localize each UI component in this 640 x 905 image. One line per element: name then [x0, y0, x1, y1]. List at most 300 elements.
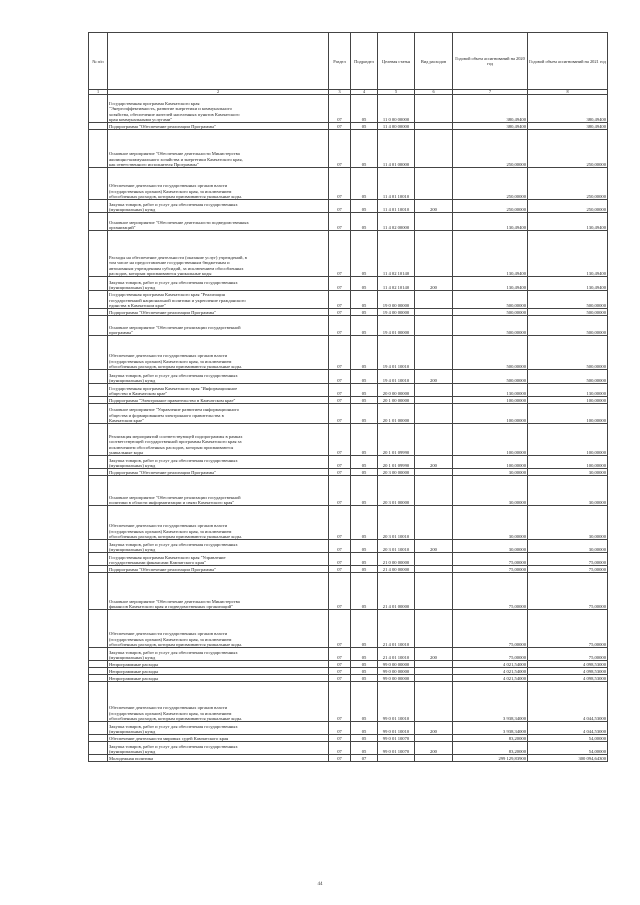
table-row — [89, 456, 608, 469]
row-volume-2021-cell: 130,49400 — [528, 277, 608, 291]
row-target-article-cell: 21 4 01 00000 — [378, 573, 415, 610]
row-expense-type-cell: 200 — [415, 742, 453, 755]
row-volume-2021-cell: 100,00000 — [528, 456, 608, 469]
row-razdel-cell: 07 — [329, 722, 351, 735]
row-target-article-cell: 20 3 00 00000 — [378, 469, 415, 476]
row-volume-2020-cell: 500,00000 — [453, 309, 528, 316]
row-number-cell — [89, 336, 108, 370]
row-podrazdel-cell: 05 — [351, 200, 378, 213]
row-volume-2021-cell: 75,00000 — [528, 553, 608, 566]
row-number-cell — [89, 95, 108, 123]
table-row — [89, 675, 608, 682]
row-number-cell — [89, 661, 108, 668]
row-target-article-cell: 20 1 01 09990 — [378, 456, 415, 469]
row-target-article-cell: 21 4 01 10010 — [378, 648, 415, 661]
row-target-article-cell: 99 0 01 10070 — [378, 735, 415, 742]
row-volume-2021-cell: 250,00000 — [528, 168, 608, 200]
row-number-cell — [89, 566, 108, 573]
row-razdel-cell: 07 — [329, 661, 351, 668]
row-number-cell — [89, 130, 108, 168]
row-volume-2020-cell: 3 938,34000 — [453, 722, 528, 735]
row-expense-type-cell — [415, 553, 453, 566]
row-volume-2020-cell: 130,49400 — [453, 213, 528, 231]
row-target-article-cell: 11 4 01 10010 — [378, 168, 415, 200]
table-row — [89, 424, 608, 456]
row-podrazdel-cell: 05 — [351, 424, 378, 456]
row-name-cell: Подпрограмма "Обеспечение реализации Программы" — [108, 469, 329, 476]
table-header-row — [89, 33, 608, 90]
row-target-article-cell: 19 4 00 00000 — [378, 309, 415, 316]
row-number-cell — [89, 742, 108, 755]
row-volume-2021-cell: 54,00000 — [528, 735, 608, 742]
row-number-cell — [89, 668, 108, 675]
row-volume-2020-cell: 380,49400 — [453, 95, 528, 123]
row-target-article-cell: 11 4 01 00000 — [378, 130, 415, 168]
row-target-article-cell: 99 0 01 10070 — [378, 742, 415, 755]
row-target-article-cell: 99 0 00 00000 — [378, 675, 415, 682]
row-volume-2021-cell: 250,00000 — [528, 200, 608, 213]
table-row — [89, 168, 608, 200]
row-expense-type-cell — [415, 309, 453, 316]
row-name-cell: Основное мероприятие "Обеспечение деятельности Министерства жилищно-коммунального хозяйства и энергетики Камчатского края, как ответственного исполнителя Программы" — [108, 130, 329, 168]
row-razdel-cell: 07 — [329, 291, 351, 309]
row-volume-2021-cell: 100,00000 — [528, 404, 608, 424]
row-podrazdel-cell: 05 — [351, 648, 378, 661]
header-number: № п/п — [89, 33, 108, 90]
header-volume-2020: Годовой объем ассигнований на 2020 год — [453, 33, 528, 90]
row-target-article-cell: 20 1 00 00000 — [378, 397, 415, 404]
row-volume-2021-cell: 100,00000 — [528, 424, 608, 456]
row-number-cell — [89, 573, 108, 610]
row-razdel-cell: 07 — [329, 566, 351, 573]
row-razdel-cell: 07 — [329, 384, 351, 397]
row-razdel-cell: 07 — [329, 213, 351, 231]
table-row — [89, 661, 608, 668]
row-razdel-cell: 07 — [329, 123, 351, 130]
header-target-article: Целевая статья — [378, 33, 415, 90]
row-podrazdel-cell: 05 — [351, 456, 378, 469]
row-razdel-cell: 07 — [329, 668, 351, 675]
row-volume-2020-cell: 130,49400 — [453, 231, 528, 277]
table-row — [89, 213, 608, 231]
row-volume-2020-cell: 3 938,34000 — [453, 682, 528, 722]
row-podrazdel-cell: 05 — [351, 95, 378, 123]
row-podrazdel-cell: 05 — [351, 397, 378, 404]
row-target-article-cell: 11 4 02 10140 — [378, 231, 415, 277]
row-name-cell: Обеспечение деятельности государственных органов власти (государственных органов) Камчатского края, за исключением обособленных расходов, которым присваиваются уникальные коды. — [108, 610, 329, 648]
row-name-cell: Непрограммные расходы — [108, 675, 329, 682]
table-row — [89, 540, 608, 553]
row-name-cell: Молодежная политика — [108, 755, 329, 762]
row-expense-type-cell — [415, 735, 453, 742]
table-row — [89, 566, 608, 573]
table-row — [89, 384, 608, 397]
row-podrazdel-cell: 05 — [351, 573, 378, 610]
row-target-article-cell: 11 4 02 10140 — [378, 277, 415, 291]
row-name-cell: Закупка товаров, работ и услуг для обеспечения государственных (муниципальных) нужд — [108, 200, 329, 213]
row-razdel-cell: 07 — [329, 309, 351, 316]
row-name-cell: Подпрограмма "Обеспечение реализации Программы" — [108, 566, 329, 573]
row-volume-2020-cell: 250,00000 — [453, 130, 528, 168]
row-number-cell — [89, 291, 108, 309]
row-target-article-cell: 19 4 01 10010 — [378, 370, 415, 384]
row-name-cell: Обеспечение деятельности государственных органов власти (государственных органов) Камчатского края, за исключением обособленных расходов, которым присваиваются уникальные коды. — [108, 682, 329, 722]
row-volume-2020-cell: 250,00000 — [453, 200, 528, 213]
header-podrazdel: Подраздел — [351, 33, 378, 90]
row-name-cell: Обеспечение деятельности государственных органов власти (государственных органов) Камчатского края, за исключением обособленных расходов, которым присваиваются уникальные коды. — [108, 336, 329, 370]
row-target-article-cell: 11 4 02 00000 — [378, 213, 415, 231]
row-volume-2021-cell: 380,49400 — [528, 123, 608, 130]
row-name-cell: Государственная программа Камчатского края "Энергоэффективность, развитие энергетики и коммунального хозяйства, обеспечение жителей населенных пунктов Камчатского края коммунальными услугами" — [108, 95, 329, 123]
row-number-cell — [89, 735, 108, 742]
row-name-cell: Государственная программа Камчатского края "Информационное общество в Камчатском крае" — [108, 384, 329, 397]
row-name-cell: Закупка товаров, работ и услуг для обеспечения государственных (муниципальных) нужд — [108, 648, 329, 661]
row-expense-type-cell — [415, 668, 453, 675]
row-volume-2020-cell: 75,00000 — [453, 610, 528, 648]
column-number: 6 — [415, 90, 453, 95]
table-row — [89, 742, 608, 755]
row-razdel-cell: 07 — [329, 316, 351, 336]
table-body — [89, 95, 608, 762]
row-volume-2021-cell: 75,00000 — [528, 648, 608, 661]
row-number-cell — [89, 553, 108, 566]
row-expense-type-cell — [415, 168, 453, 200]
row-razdel-cell: 07 — [329, 648, 351, 661]
row-podrazdel-cell: 05 — [351, 553, 378, 566]
row-number-cell — [89, 309, 108, 316]
row-podrazdel-cell: 05 — [351, 370, 378, 384]
row-number-cell — [89, 755, 108, 762]
row-target-article-cell: 21 4 00 00000 — [378, 566, 415, 573]
table-row — [89, 553, 608, 566]
row-number-cell — [89, 675, 108, 682]
row-podrazdel-cell: 05 — [351, 231, 378, 277]
row-number-cell — [89, 397, 108, 404]
row-razdel-cell: 07 — [329, 231, 351, 277]
row-expense-type-cell — [415, 610, 453, 648]
row-name-cell: Государственная программа Камчатского края "Управление государственными финансами Камчатского края" — [108, 553, 329, 566]
row-number-cell — [89, 277, 108, 291]
row-name-cell: Обеспечение деятельности мировых судей Камчатского края — [108, 735, 329, 742]
row-expense-type-cell — [415, 675, 453, 682]
row-name-cell: Обеспечение деятельности государственных органов власти (государственных органов) Камчатского края, за исключением обособленных расходов, которым присваиваются уникальные коды. — [108, 168, 329, 200]
header-expense-type: Вид расходов — [415, 33, 453, 90]
row-volume-2020-cell: 250,00000 — [453, 168, 528, 200]
row-expense-type-cell — [415, 404, 453, 424]
row-expense-type-cell — [415, 336, 453, 370]
row-volume-2021-cell: 130,00000 — [528, 384, 608, 397]
table-row — [89, 469, 608, 476]
table-row — [89, 200, 608, 213]
table-row — [89, 722, 608, 735]
row-number-cell — [89, 231, 108, 277]
table-row — [89, 735, 608, 742]
row-volume-2021-cell: 75,00000 — [528, 610, 608, 648]
row-razdel-cell: 07 — [329, 469, 351, 476]
row-number-cell — [89, 506, 108, 540]
row-number-cell — [89, 476, 108, 506]
row-volume-2020-cell: 30,00000 — [453, 469, 528, 476]
row-volume-2021-cell: 30,00000 — [528, 476, 608, 506]
header-name — [108, 33, 329, 90]
row-number-cell — [89, 469, 108, 476]
row-volume-2020-cell: 83,20000 — [453, 742, 528, 755]
row-volume-2020-cell: 100,00000 — [453, 404, 528, 424]
row-razdel-cell: 07 — [329, 424, 351, 456]
row-volume-2021-cell: 130,49400 — [528, 231, 608, 277]
row-number-cell — [89, 648, 108, 661]
row-target-article-cell: 99 0 01 10010 — [378, 682, 415, 722]
row-expense-type-cell: 200 — [415, 722, 453, 735]
row-volume-2021-cell: 30,00000 — [528, 469, 608, 476]
row-podrazdel-cell: 05 — [351, 469, 378, 476]
row-volume-2021-cell: 380,49400 — [528, 95, 608, 123]
row-podrazdel-cell: 05 — [351, 506, 378, 540]
table-row — [89, 610, 608, 648]
row-expense-type-cell — [415, 476, 453, 506]
row-name-cell: Основное мероприятие "Обеспечение деятельности Министерства финансов Камчатского края и подведомственных организаций" — [108, 573, 329, 610]
row-name-cell: Государственная программа Камчатского края "Реализация государственной национальной политики и укрепление гражданского единства в Камчатском крае" — [108, 291, 329, 309]
row-target-article-cell: 20 0 00 00000 — [378, 384, 415, 397]
row-razdel-cell: 07 — [329, 456, 351, 469]
row-volume-2021-cell: 250,00000 — [528, 130, 608, 168]
row-name-cell: Подпрограмма "Электронное правительство в Камчатском крае" — [108, 397, 329, 404]
row-number-cell — [89, 316, 108, 336]
row-volume-2020-cell: 299 129,83900 — [453, 755, 528, 762]
row-podrazdel-cell: 05 — [351, 291, 378, 309]
header-volume-2021: Годовой объем ассигнований на 2021 год — [528, 33, 608, 90]
row-podrazdel-cell: 05 — [351, 130, 378, 168]
row-number-cell — [89, 213, 108, 231]
row-target-article-cell: 19 0 00 00000 — [378, 291, 415, 309]
row-volume-2021-cell: 500,00000 — [528, 316, 608, 336]
table-row — [89, 231, 608, 277]
row-volume-2020-cell: 500,00000 — [453, 370, 528, 384]
row-volume-2020-cell: 4 021,54000 — [453, 661, 528, 668]
row-razdel-cell: 07 — [329, 336, 351, 370]
row-volume-2020-cell: 75,00000 — [453, 553, 528, 566]
row-expense-type-cell — [415, 397, 453, 404]
row-expense-type-cell — [415, 291, 453, 309]
row-podrazdel-cell: 05 — [351, 213, 378, 231]
row-name-cell: Подпрограмма "Обеспечение реализации Программы" — [108, 123, 329, 130]
row-name-cell: Основное мероприятие "Обеспечение реализации государственной программы" — [108, 316, 329, 336]
row-expense-type-cell — [415, 213, 453, 231]
row-volume-2020-cell: 100,00000 — [453, 424, 528, 456]
row-name-cell: Закупка товаров, работ и услуг для обеспечения государственных (муниципальных) нужд — [108, 722, 329, 735]
row-expense-type-cell — [415, 384, 453, 397]
row-expense-type-cell — [415, 130, 453, 168]
row-expense-type-cell — [415, 469, 453, 476]
row-target-article-cell: 99 0 00 00000 — [378, 668, 415, 675]
row-expense-type-cell — [415, 231, 453, 277]
row-razdel-cell: 07 — [329, 540, 351, 553]
row-volume-2021-cell: 500,00000 — [528, 291, 608, 309]
row-target-article-cell: 20 1 01 00000 — [378, 404, 415, 424]
row-target-article-cell: 11 0 00 00000 — [378, 95, 415, 123]
row-number-cell — [89, 722, 108, 735]
row-expense-type-cell — [415, 506, 453, 540]
row-number-cell — [89, 456, 108, 469]
table-row — [89, 573, 608, 610]
row-razdel-cell: 07 — [329, 682, 351, 722]
row-volume-2020-cell: 75,00000 — [453, 566, 528, 573]
row-podrazdel-cell: 05 — [351, 722, 378, 735]
row-podrazdel-cell: 05 — [351, 675, 378, 682]
column-number: 5 — [378, 90, 415, 95]
row-number-cell — [89, 384, 108, 397]
row-podrazdel-cell: 05 — [351, 668, 378, 675]
row-target-article-cell: 20 3 01 00000 — [378, 476, 415, 506]
row-name-cell: Непрограммные расходы — [108, 668, 329, 675]
row-number-cell — [89, 424, 108, 456]
row-expense-type-cell — [415, 424, 453, 456]
table-row — [89, 397, 608, 404]
row-volume-2021-cell: 500,00000 — [528, 309, 608, 316]
table-row — [89, 336, 608, 370]
row-name-cell: Основное мероприятие "Обеспечение деятельности подведомственных организаций" — [108, 213, 329, 231]
row-podrazdel-cell: 05 — [351, 336, 378, 370]
row-volume-2021-cell: 4 098,53000 — [528, 675, 608, 682]
row-number-cell — [89, 682, 108, 722]
row-podrazdel-cell: 05 — [351, 168, 378, 200]
row-target-article-cell: 11 4 01 10010 — [378, 200, 415, 213]
row-target-article-cell: 20 3 01 10010 — [378, 506, 415, 540]
row-expense-type-cell: 200 — [415, 277, 453, 291]
table-row — [89, 648, 608, 661]
row-expense-type-cell: 200 — [415, 200, 453, 213]
row-volume-2021-cell: 500,00000 — [528, 336, 608, 370]
row-number-cell — [89, 370, 108, 384]
row-name-cell: Закупка товаров, работ и услуг для обеспечения государственных (муниципальных) нужд — [108, 456, 329, 469]
row-target-article-cell: 19 4 01 00000 — [378, 316, 415, 336]
table-row — [89, 291, 608, 309]
row-expense-type-cell — [415, 566, 453, 573]
row-podrazdel-cell: 05 — [351, 661, 378, 668]
row-volume-2020-cell: 83,20000 — [453, 735, 528, 742]
row-razdel-cell: 07 — [329, 404, 351, 424]
table-row — [89, 370, 608, 384]
row-volume-2020-cell: 30,00000 — [453, 506, 528, 540]
row-volume-2020-cell: 500,00000 — [453, 291, 528, 309]
row-podrazdel-cell: 05 — [351, 540, 378, 553]
row-podrazdel-cell: 05 — [351, 566, 378, 573]
row-volume-2020-cell: 75,00000 — [453, 573, 528, 610]
row-name-cell: Расходы на обеспечение деятельности (оказание услуг) учреждений, в том числе на предоставление государственным бюджетным и автономным учреждениям субсидий, за исключением обособленных расходов, которым присваиваются уникальные коды — [108, 231, 329, 277]
row-volume-2021-cell: 30,00000 — [528, 506, 608, 540]
row-expense-type-cell: 200 — [415, 370, 453, 384]
table-row — [89, 95, 608, 123]
row-volume-2020-cell: 30,00000 — [453, 476, 528, 506]
row-podrazdel-cell: 05 — [351, 277, 378, 291]
row-podrazdel-cell: 05 — [351, 682, 378, 722]
row-number-cell — [89, 540, 108, 553]
row-razdel-cell: 07 — [329, 95, 351, 123]
row-target-article-cell: 21 4 01 10010 — [378, 610, 415, 648]
table-row — [89, 404, 608, 424]
column-number: 2 — [108, 90, 329, 95]
row-name-cell: Реализация мероприятий соответствующей подпрограммы в рамках соответствующей государственной программы Камчатского края за исключением обособленных расходов, которым присваиваются уникальные коды — [108, 424, 329, 456]
column-number: 8 — [528, 90, 608, 95]
row-razdel-cell: 07 — [329, 130, 351, 168]
row-volume-2021-cell: 300 094,64300 — [528, 755, 608, 762]
table-row — [89, 130, 608, 168]
row-podrazdel-cell: 05 — [351, 384, 378, 397]
row-podrazdel-cell: 05 — [351, 404, 378, 424]
row-razdel-cell: 07 — [329, 476, 351, 506]
row-name-cell: Подпрограмма "Обеспечение реализации Программы" — [108, 309, 329, 316]
table-row — [89, 668, 608, 675]
row-razdel-cell: 07 — [329, 755, 351, 762]
row-podrazdel-cell: 05 — [351, 735, 378, 742]
row-podrazdel-cell: 05 — [351, 476, 378, 506]
row-expense-type-cell — [415, 682, 453, 722]
table-row — [89, 277, 608, 291]
row-razdel-cell: 07 — [329, 742, 351, 755]
budget-table — [88, 32, 608, 762]
row-volume-2020-cell: 380,49400 — [453, 123, 528, 130]
row-razdel-cell: 07 — [329, 200, 351, 213]
row-name-cell: Основное мероприятие "Управление развитием информационного общества и формированием электронного правительства в Камчатском крае" — [108, 404, 329, 424]
row-volume-2020-cell: 500,00000 — [453, 336, 528, 370]
row-expense-type-cell — [415, 95, 453, 123]
row-volume-2020-cell: 130,00000 — [453, 384, 528, 397]
page-number: 44 — [317, 882, 323, 887]
budget-document — [88, 32, 607, 762]
row-name-cell: Закупка товаров, работ и услуг для обеспечения государственных (муниципальных) нужд — [108, 540, 329, 553]
row-name-cell: Закупка товаров, работ и услуг для обеспечения государственных (муниципальных) нужд — [108, 370, 329, 384]
table-row — [89, 476, 608, 506]
row-name-cell: Непрограммные расходы — [108, 661, 329, 668]
row-volume-2021-cell: 4 098,53000 — [528, 661, 608, 668]
row-volume-2020-cell: 130,49400 — [453, 277, 528, 291]
row-expense-type-cell: 200 — [415, 648, 453, 661]
row-volume-2020-cell: 100,00000 — [453, 456, 528, 469]
row-target-article-cell: 19 4 01 10010 — [378, 336, 415, 370]
row-target-article-cell: 99 0 00 00000 — [378, 661, 415, 668]
row-volume-2020-cell: 30,00000 — [453, 540, 528, 553]
row-expense-type-cell — [415, 316, 453, 336]
row-target-article-cell — [378, 755, 415, 762]
row-target-article-cell: 20 3 01 10010 — [378, 540, 415, 553]
row-volume-2021-cell: 4 044,53000 — [528, 722, 608, 735]
row-volume-2020-cell: 75,00000 — [453, 648, 528, 661]
row-number-cell — [89, 610, 108, 648]
column-number: 4 — [351, 90, 378, 95]
row-name-cell: Закупка товаров, работ и услуг для обеспечения государственных (муниципальных) нужд — [108, 277, 329, 291]
row-number-cell — [89, 123, 108, 130]
row-name-cell: Обеспечение деятельности государственных органов власти (государственных органов) Камчатского края, за исключением обособленных расходов, которым присваиваются уникальные коды. — [108, 506, 329, 540]
row-volume-2021-cell: 100,00000 — [528, 397, 608, 404]
table-row — [89, 309, 608, 316]
row-volume-2021-cell: 4 044,53000 — [528, 682, 608, 722]
row-expense-type-cell: 200 — [415, 540, 453, 553]
column-number: 3 — [329, 90, 351, 95]
row-razdel-cell: 07 — [329, 675, 351, 682]
row-target-article-cell: 11 4 00 00000 — [378, 123, 415, 130]
row-razdel-cell: 07 — [329, 277, 351, 291]
row-razdel-cell: 07 — [329, 397, 351, 404]
row-volume-2020-cell: 500,00000 — [453, 316, 528, 336]
row-podrazdel-cell: 05 — [351, 742, 378, 755]
column-number: 1 — [89, 90, 108, 95]
row-name-cell: Основное мероприятие "Обеспечение реализации государственной политики в области информатизации и связи Камчатского края" — [108, 476, 329, 506]
row-razdel-cell: 07 — [329, 735, 351, 742]
table-row — [89, 682, 608, 722]
row-expense-type-cell — [415, 123, 453, 130]
row-podrazdel-cell: 05 — [351, 610, 378, 648]
row-number-cell — [89, 404, 108, 424]
